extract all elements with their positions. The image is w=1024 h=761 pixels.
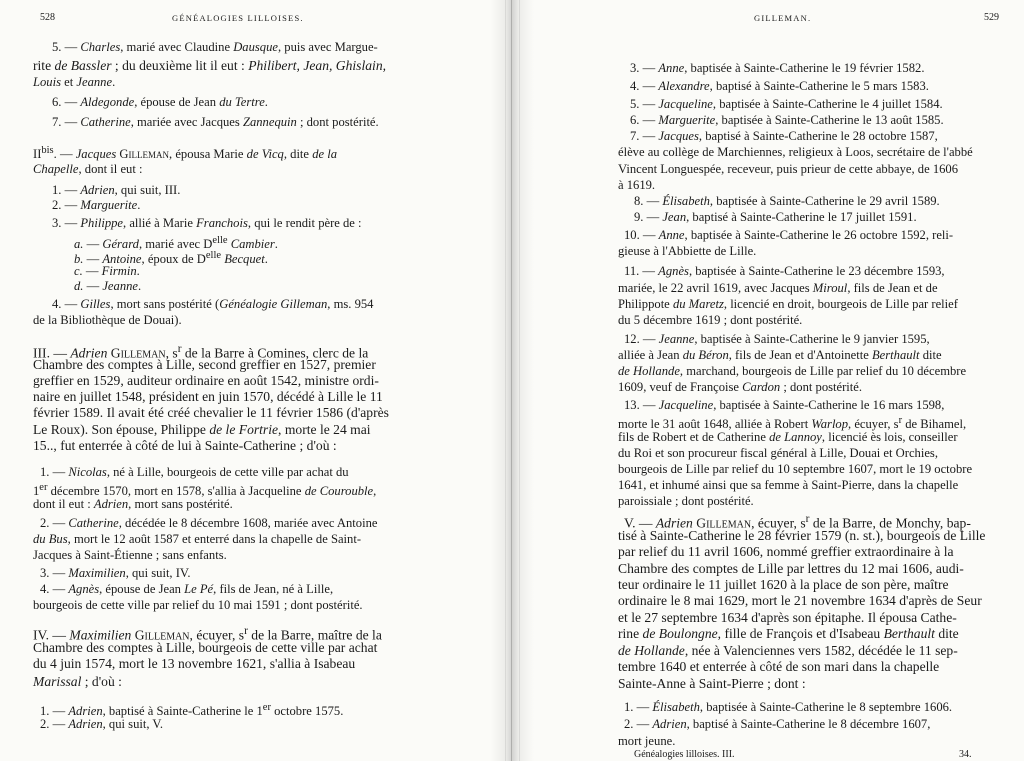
right-text-line: morte le 31 août 1648, alliée à Robert Warlop, écuyer, $s^r$ de Bihamel, (618, 415, 967, 432)
right-text-line: et le 27 septembre 1634 d'après son épitaphe. Il épousa Cathe- (618, 610, 957, 625)
left-text-line: dont il eut : Adrien, mort sans postérité. (33, 497, 233, 511)
right-text-line: du Roi et son procureur fiscal général à Lille, Douai et Orchies, (618, 446, 938, 460)
left-text-line: 4. — Agnès, épouse de Jean Le Pé, fils de Jean, né à Lille, (40, 582, 334, 596)
right-text-line: ordinaire le 8 mai 1629, mort le 21 novembre 1634 d'après de Seur (618, 593, 982, 608)
right-text-line: Philippote du Maretz, licencié en droit, bourgeois de Lille par relief (618, 297, 958, 311)
left-text-line: Chambre des comptes à Lille, second greffier en 1527, premier (33, 357, 376, 372)
right-text-line: Vincent Longuespée, receveur, puis prieur de cette abbaye, de 1606 (618, 162, 959, 176)
left-text-line: 7. — Catherine, mariée avec Jacques Zannequin ; dont postérité. (52, 115, 379, 129)
right-text-line: élève au collège de Marchiennes, religieux à Loos, secrétaire de l'abbé (618, 145, 973, 159)
right-text-line: 13. — Jacqueline, baptisée à Sainte-Catherine le 16 mars 1598, (624, 398, 945, 412)
left-text-line: février 1589. Il avait été créé chevalier le 11 février 1586 (d'après (33, 405, 389, 420)
left-text-line: III. — Adrien Gilleman, $s^r$ de la Barre à Comines, clerc de la (33, 343, 369, 361)
left-text-line: greffier en 1529, auditeur ordinaire en août 1542, ministre ordi- (33, 373, 379, 388)
right-text-line: gieuse à l'Abbiette de Lille. (618, 244, 757, 258)
right-text-line: 1641, et inhumé ainsi que sa femme à Saint-Pierre, dans la chapelle (618, 478, 959, 492)
right-text-line: du 5 décembre 1619 ; dont postérité. (618, 313, 803, 327)
left-text-line: du 4 juin 1574, mort le 13 novembre 1621, s'allia à Isabeau (33, 656, 356, 671)
right-text-line: 12. — Jeanne, baptisée à Sainte-Catherine le 9 janvier 1595, (624, 332, 930, 346)
left-text-line: c. — Firmin. (74, 264, 140, 278)
right-running-head: GILLEMAN. (754, 13, 812, 23)
left-text-line: du Bus, mort le 12 août 1587 et enterré dans la chapelle de Saint- (33, 532, 362, 546)
left-text-line: 2. — Marguerite. (52, 198, 141, 212)
right-text-line: Chambre des comptes de Lille par lettres du 12 mai 1606, audi- (618, 561, 964, 576)
right-text-line: de Hollande, marchand, bourgeois de Lille par relief du 10 décembre (618, 364, 967, 378)
right-text-line: 8. — Élisabeth, baptisée à Sainte-Catherine le 29 avril 1589. (634, 194, 940, 208)
left-text-line: Le Roux). Son épouse, Philippe de le Fortrie, morte le 24 mai (33, 422, 371, 437)
right-text-line: 9. — Jean, baptisé à Sainte-Catherine le 17 juillet 1591. (634, 210, 917, 224)
right-text-line: 1609, veuf de Françoise Cardon ; dont postérité. (618, 380, 863, 394)
right-text-line: Sainte-Anne à Saint-Pierre ; dont : (618, 676, 806, 691)
left-text-line: rite de Bassler ; du deuxième lit il eut : Philibert, Jean, Ghislain, (33, 58, 387, 73)
left-text-line: IV. — Maximilien Gilleman, écuyer, $s^r$ de la Barre, maître de la (33, 625, 382, 643)
left-text-line: 6. — Aldegonde, épouse de Jean du Tertre. (52, 95, 268, 109)
left-text-line: 2. — Adrien, qui suit, V. (40, 717, 164, 731)
right-text-line: 3. — Anne, baptisée à Sainte-Catherine le 19 février 1582. (630, 61, 925, 75)
right-text-line: 11. — Agnès, baptisée à Sainte-Catherine le 23 décembre 1593, (624, 264, 945, 278)
left-text-line: 1. — Adrien, baptisé à Sainte-Catherine le 1er octobre 1575. (40, 702, 344, 719)
left-text-line: Chapelle, dont il eut : (33, 162, 143, 176)
left-text-line: $II^{bis}$. — Jacques Gilleman, épousa Marie de Vicq, dite de la (33, 145, 338, 162)
footer-sheet-number: 34. (959, 749, 972, 760)
left-text-line: 1er décembre 1570, mort en 1578, s'allia à Jacqueline de Courouble, (33, 482, 377, 499)
left-text-line: 1. — Nicolas, né à Lille, bourgeois de cette ville par achat du (40, 465, 349, 479)
left-page (0, 0, 510, 761)
right-text-line: 1. — Élisabeth, baptisée à Sainte-Catherine le 8 septembre 1606. (624, 700, 953, 714)
left-text-line: Jacques à Saint-Étienne ; sans enfants. (33, 548, 227, 562)
right-text-line: 7. — Jacques, baptisé à Sainte-Catherine le 28 octobre 1587, (630, 129, 938, 143)
left-text-line: 4. — Gilles, mort sans postérité (Généalogie Gilleman, ms. 954 (52, 297, 374, 311)
left-text-line: Louis et Jeanne. (33, 75, 116, 89)
right-text-line: 5. — Jacqueline, baptisée à Sainte-Catherine le 4 juillet 1584. (630, 97, 943, 111)
left-text-line: Chambre des comptes à Lille, bourgeois de cette ville par achat (33, 640, 378, 655)
right-text-line: mort jeune. (618, 734, 676, 748)
left-text-line: bourgeois de cette ville par relief du 10 mai 1591 ; dont postérité. (33, 598, 363, 612)
right-text-line: de Hollande, née à Valenciennes vers 1582, décédée le 11 sep- (618, 643, 958, 658)
left-text-line: a. — Gérard, marié avec $D^{elle}$ Cambier. (74, 235, 278, 252)
right-page (512, 0, 1024, 761)
right-text-line: bourgeois de Lille par relief du 10 septembre 1607, mort le 19 octobre (618, 462, 973, 476)
left-text-line: de la Bibliothèque de Douai). (33, 313, 182, 327)
right-page-number: 529 (984, 12, 999, 23)
left-text-line: b. — Antoine, époux de $D^{elle}$ Becquet. (74, 250, 268, 267)
right-text-line: teur ordinaire le 11 juillet 1620 à la place de son père, maître (618, 577, 949, 592)
right-text-line: 10. — Anne, baptisée à Sainte-Catherine le 26 octobre 1592, reli- (624, 228, 954, 242)
left-text-line: 2. — Catherine, décédée le 8 décembre 1608, mariée avec Antoine (40, 516, 378, 530)
right-text-line: 2. — Adrien, baptisé à Sainte-Catherine le 8 décembre 1607, (624, 717, 931, 731)
right-text-line: alliée à Jean du Béron, fils de Jean et d'Antoinette Berthault dite (618, 348, 942, 362)
left-text-line: Marissal ; d'où : (33, 674, 122, 689)
right-text-line: à 1619. (618, 178, 656, 192)
left-text-line: naire en juillet 1548, président en juin 1570, décédé à Lille le 11 (33, 389, 383, 404)
left-running-head: GÉNÉALOGIES LILLOISES. (172, 13, 304, 23)
right-text-line: V. — Adrien Gilleman, écuyer, $s^r$ de la Barre, de Monchy, bap- (624, 513, 971, 531)
right-text-line: 4. — Alexandre, baptisé à Sainte-Catherine le 5 mars 1583. (630, 79, 929, 93)
right-text-line: rine de Boulongne, fille de François et d'Isabeau Berthault dite (618, 626, 959, 641)
left-text-line: 3. — Maximilien, qui suit, IV. (40, 566, 191, 580)
left-text-line: 15.., fut enterrée à côté de lui à Sainte-Catherine ; d'où : (33, 438, 337, 453)
right-text-line: fils de Robert et de Catherine de Lannoy, licencié ès lois, conseiller (618, 430, 958, 444)
right-text-line: 6. — Marguerite, baptisée à Sainte-Catherine le 13 août 1585. (630, 113, 944, 127)
right-text-line: par relief du 11 avril 1606, nommé greffier extraordinaire à la (618, 544, 954, 559)
right-text-line: mariée, le 22 avril 1619, avec Jacques Miroul, fils de Jean et de (618, 281, 938, 295)
right-text-line: tembre 1640 et enterrée à côté de son mari dans la chapelle (618, 659, 940, 674)
left-text-line: 3. — Philippe, allié à Marie Franchois, qui le rendit père de : (52, 216, 362, 230)
right-text-line: paroissiale ; dont postérité. (618, 494, 754, 508)
left-text-line: 1. — Adrien, qui suit, III. (52, 183, 181, 197)
right-text-line: tisé à Sainte-Catherine le 28 février 1579 (n. st.), bourgeois de Lille (618, 528, 986, 543)
footer-signature: Généalogies lilloises. III. (634, 749, 735, 760)
left-text-line: 5. — Charles, marié avec Claudine Dausque, puis avec Margue- (52, 40, 378, 54)
left-text-line: d. — Jeanne. (74, 279, 142, 293)
left-page-number: 528 (40, 12, 55, 23)
